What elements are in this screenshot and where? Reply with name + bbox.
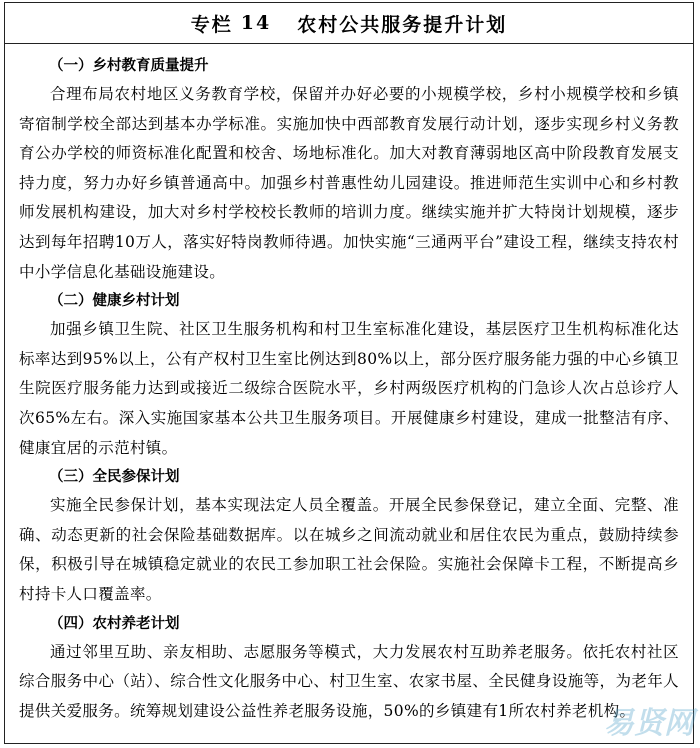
section-heading: （四）农村养老计划 [49,614,180,632]
box-title-text: 农村公共服务提升计划 [297,13,508,36]
sidebar-box [4,2,694,744]
section-health [19,287,679,463]
box-title-prefix: 专栏 [190,13,233,36]
section-heading: （一）乡村教育质量提升 [49,57,209,74]
section-insurance [19,463,679,609]
section-elderly-care [19,610,679,727]
section-heading: （二）健康乡村计划 [49,292,180,310]
section-body: 实施全民参保计划，基本实现法定人员全覆盖。开展全民参保登记，建立全面、完整、准确、动态更新的社会保险基础数据库。以在城乡之间流动就业和居住农民为重点，鼓励持续参保，积极引导在城镇稳定就业的农民工参加职工社会保险。实施社会保障卡工程，不断提高乡村持卡人口覆盖率。 [19,496,679,603]
box-content [5,44,693,726]
section-education [19,52,679,287]
section-body: 合理布局农村地区义务教育学校，保留并办好必要的小规模学校，乡村小规模学校和乡镇寄宿制学校全部达到基本办学标准。实施加快中西部教育发展行动计划，逐步实现乡村义务教育公办学校的师资标准化配置和校舍、场地标准化。加大对教育薄弱地区高中阶段教育发展支持力度，努力办好乡镇普通高中。加强乡村普惠性幼儿园建设。推进师范生实训中心和乡村教师发展机构建设，加大对乡村学校校长教师的培训力度。继续实施并扩大特岗计划规模，逐步达到每年招聘10万人，落实好特岗教师待遇。加快实施“三通两平台”建设工程，继续支持农村中小学信息化基础设施建设。 [19,85,679,281]
watermark-logo: 易贤网 [604,706,694,741]
section-heading: （三）全民参保计划 [49,468,180,486]
section-body: 通过邻里互助、亲友相助、志愿服务等模式，大力发展农村互助养老服务。依托农村社区综合服务中心（站）、综合性文化服务中心、村卫生室、农家书屋、全民健身设施等，为老年人提供关爱服务。统筹规划建设公益性养老服务设施，50%的乡镇建有1所农村养老机构。 [19,642,679,720]
box-title-number: 14 [240,12,272,34]
section-body: 加强乡镇卫生院、社区卫生服务机构和村卫生室标准化建设，基层医疗卫生机构标准化达标率达到95%以上，公有产权村卫生室比例达到80%以上，部分医疗服务能力强的中心乡镇卫生院医疗服务能力达到或接近二级综合医院水平，乡村两级医疗机构的门急诊人次占总诊疗人次65%左右。深入实施国家基本公共卫生服务项目。开展健康乡村建设，建成一批整洁有序、健康宜居的示范村镇。 [19,320,679,457]
box-title [5,3,693,44]
